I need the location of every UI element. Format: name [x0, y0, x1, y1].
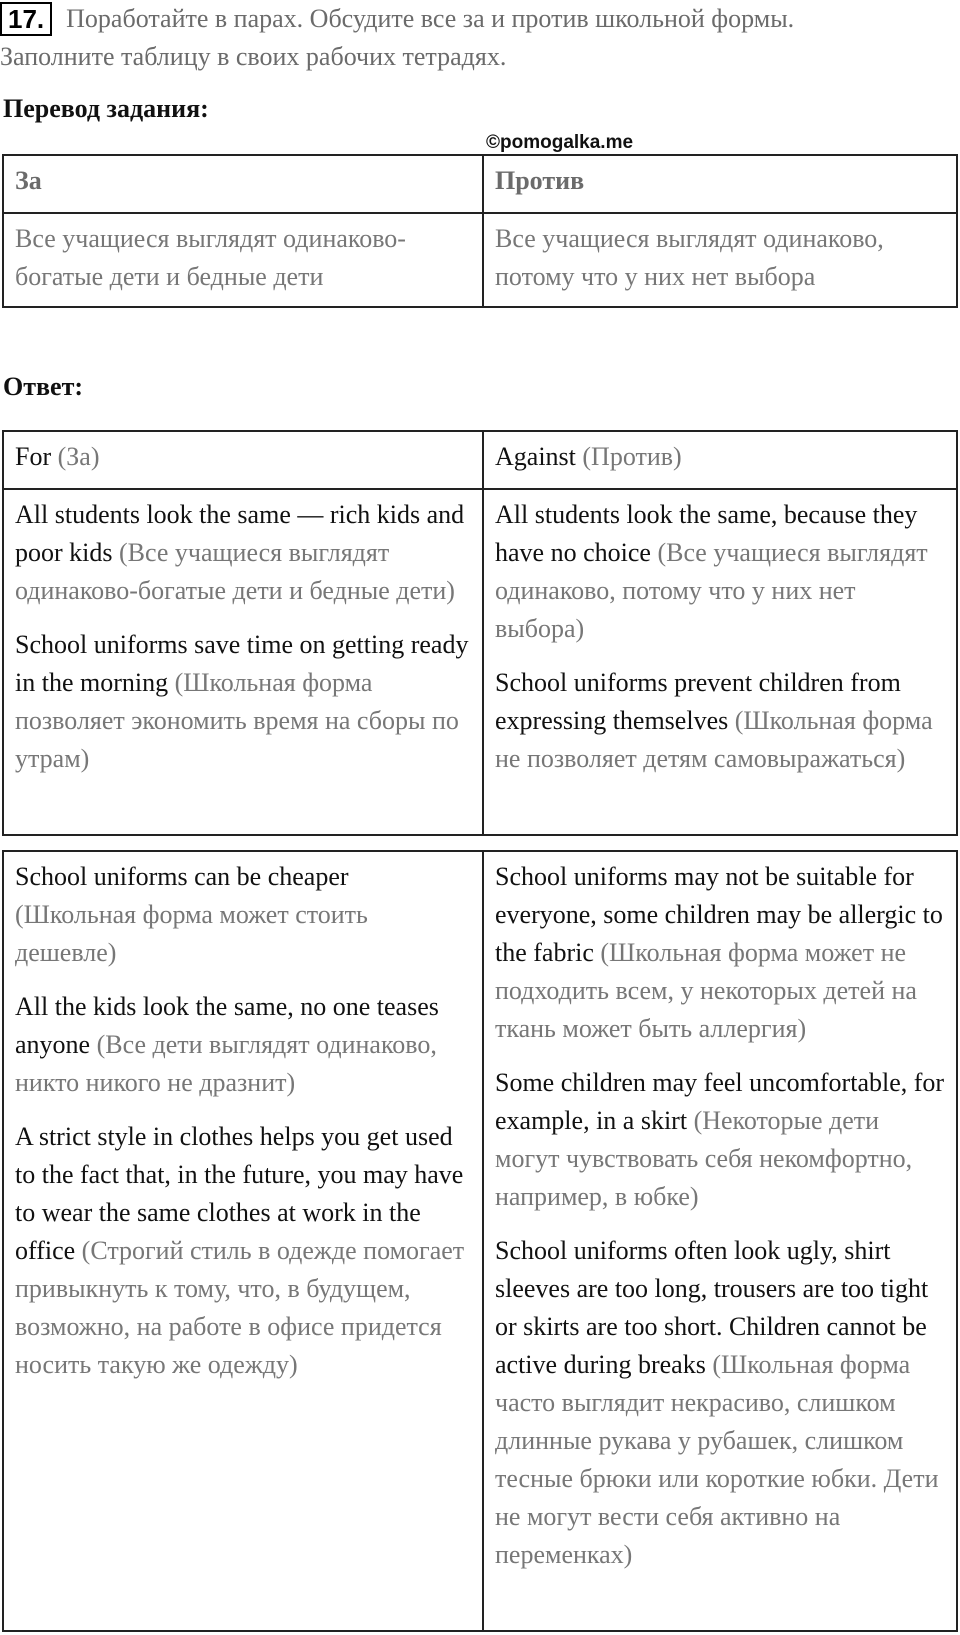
- against-item-ru: (Школьная форма может не подходить всем, у некоторых детей на ткань может быть аллергия): [495, 938, 917, 1043]
- task-statement: [0, 0, 950, 76]
- against-item-ru: (Некоторые дети могут чувствовать себя некомфортно, например, в юбке): [495, 1106, 913, 1211]
- against-item-ru: (Школьная форма часто выглядит некрасиво, слишком длинные рукава у рубашек, слишком тесные брюки или короткие юбки. Дети не могут вести себя активно на переменках): [495, 1350, 939, 1569]
- against-item-en: School uniforms often look ugly, shirt sleeves are too long, trousers are too tight or skirts are too short. Children cannot be active during breaks: [495, 1236, 929, 1379]
- for-item-ru: (Все дети выглядят одинаково, никто никого не дразнит): [15, 1030, 437, 1097]
- for-item: [15, 858, 471, 972]
- for-item-ru: (Строгий стиль в одежде помогает привыкнуть к тому, что, в будущем, возможно, на работе в офисе придется носить такую же одежду): [15, 1236, 465, 1379]
- for-item: [15, 496, 471, 610]
- for-item: [15, 626, 471, 778]
- answer2-against-cell: [483, 851, 957, 1631]
- against-item: [495, 1232, 945, 1574]
- translation-cell-against: Все учащиеся выглядят одинаково, потому что у них нет выбора: [483, 213, 957, 307]
- against-item: [495, 496, 945, 648]
- against-item-en: School uniforms may not be suitable for everyone, some children may be allergic to the fabric: [495, 862, 943, 967]
- answer-against-cell: [483, 489, 957, 835]
- against-item-en: School uniforms prevent children from expressing themselves: [495, 668, 901, 735]
- header-for-ru: (За): [57, 442, 100, 471]
- against-item-ru: (Все учащиеся выглядят одинаково, потому что у них нет выбора): [495, 538, 928, 643]
- for-item-en: All students look the same — rich kids and poor kids: [15, 500, 465, 567]
- answer-body-row-continued: [3, 851, 957, 1631]
- translation-header-row: [3, 155, 957, 213]
- for-item: [15, 988, 471, 1102]
- answer-table-continued: [2, 850, 958, 1632]
- for-item-en: School uniforms can be cheaper: [15, 862, 349, 891]
- for-item-en: All the kids look the same, no one teases anyone: [15, 992, 439, 1059]
- translation-header-for: За: [3, 155, 483, 213]
- for-item-en: A strict style in clothes helps you get used to the fact that, in the future, you may have to wear the same clothes at work in the office: [15, 1122, 464, 1265]
- answer-for-cell: [3, 489, 483, 835]
- answer-body-row: [3, 489, 957, 835]
- for-item-ru: (Все учащиеся выглядят одинаково-богатые дети и бедные дети): [15, 538, 455, 605]
- translation-cell-for: Все учащиеся выглядят одинаково-богатые дети и бедные дети: [3, 213, 483, 307]
- translation-table: [2, 154, 958, 308]
- answer-heading: Ответ:: [3, 372, 84, 401]
- task-text-line1: Поработайте в парах. Обсудите все за и против школьной формы.: [66, 4, 795, 33]
- translation-body-row: [3, 213, 957, 307]
- against-item-ru: (Школьная форма не позволяет детям самовыражаться): [495, 706, 933, 773]
- answer2-for-cell: [3, 851, 483, 1631]
- for-item: [15, 1118, 471, 1384]
- against-item: [495, 1064, 945, 1216]
- task-text-line2: Заполните таблицу в своих рабочих тетрадях.: [0, 42, 507, 71]
- against-item: [495, 858, 945, 1048]
- translation-header-against: Против: [483, 155, 957, 213]
- header-against-en: Against: [495, 442, 576, 471]
- watermark: ©pomogalka.me: [486, 132, 634, 153]
- header-for-en: For: [15, 442, 52, 471]
- against-item-en: Some children may feel uncomfortable, for example, in a skirt: [495, 1068, 945, 1135]
- header-against-ru: (Против): [582, 442, 682, 471]
- for-item-ru: (Школьная форма может стоить дешевле): [15, 900, 368, 967]
- translation-heading: Перевод задания:: [3, 94, 209, 123]
- answer-header-for: [3, 431, 483, 489]
- against-item: [495, 664, 945, 778]
- answer-header-row: [3, 431, 957, 489]
- against-item-en: All students look the same, because they have no choice: [495, 500, 918, 567]
- for-item-ru: (Школьная форма позволяет экономить время на сборы по утрам): [15, 668, 459, 773]
- answer-header-against: [483, 431, 957, 489]
- answer-table: [2, 430, 958, 836]
- task-number: 17.: [0, 2, 52, 36]
- for-item-en: School uniforms save time on getting ready in the morning: [15, 630, 469, 697]
